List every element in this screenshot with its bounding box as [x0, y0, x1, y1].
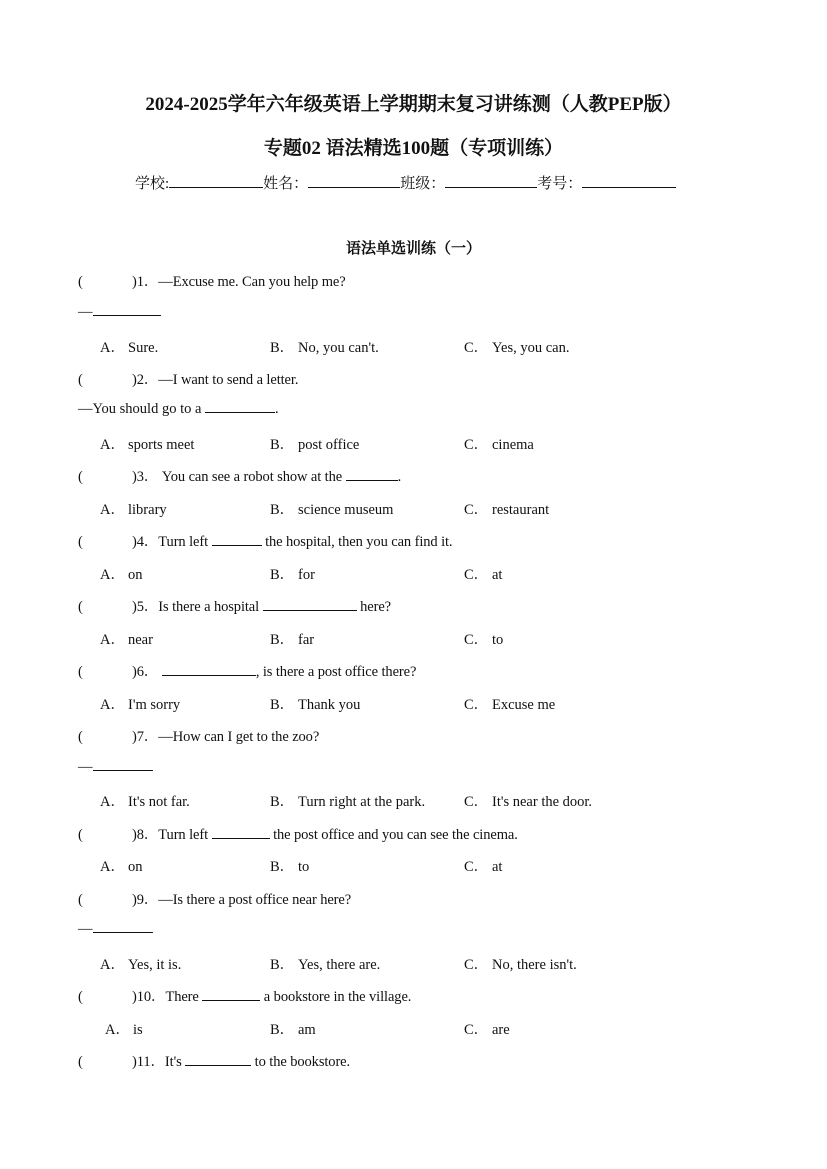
option-a[interactable]: A． I'm sorry [100, 697, 181, 713]
question-number: 3． [136, 469, 159, 485]
option-c[interactable]: C． It's near the door. [464, 794, 593, 810]
question-number: 6． [136, 664, 159, 680]
option-c[interactable]: C． at [464, 567, 503, 583]
answer-paren-open[interactable]: ( [78, 729, 83, 745]
question-11: ( )11．It's to the bookstore. [78, 1054, 351, 1070]
question-number: 4． [136, 534, 159, 550]
question-number: 7． [136, 729, 159, 745]
option-b[interactable]: B． science museum [270, 502, 394, 518]
question-number: 11． [136, 1054, 165, 1070]
school-field[interactable] [169, 173, 263, 188]
question-2: ( )2．—I want to send a letter. [78, 372, 299, 388]
answer-blank[interactable] [185, 1053, 251, 1066]
class-label: 班级： [400, 176, 446, 192]
name-label: 姓名： [263, 176, 309, 192]
answer-blank[interactable] [212, 826, 270, 839]
option-c[interactable]: C． Yes, you can. [464, 340, 570, 356]
question-number: 1． [136, 274, 159, 290]
name-field[interactable] [308, 173, 400, 188]
school-label: 学校: [135, 176, 170, 192]
answer-line-1: — [78, 303, 161, 321]
answer-line-7: — [78, 758, 153, 776]
option-c[interactable]: C． are [464, 1022, 510, 1038]
answer-paren-open[interactable]: ( [78, 989, 83, 1005]
answer-paren-open[interactable]: ( [78, 664, 83, 680]
student-info-row [135, 172, 676, 193]
answer-blank[interactable] [202, 988, 260, 1001]
answer-paren-open[interactable]: ( [78, 599, 83, 615]
question-3: ( )3． You can see a robot show at the . [78, 469, 402, 485]
option-c[interactable]: C． to [464, 632, 504, 648]
answer-blank[interactable] [93, 758, 153, 771]
answer-line-9: — [78, 920, 153, 938]
question-text: —I want to send a letter. [158, 372, 299, 388]
question-4: ( )4．Turn left the hospital, then you can find it. [78, 534, 453, 550]
question-text: —Excuse me. Can you help me? [158, 274, 346, 290]
document-title: 2024-2025学年六年级英语上学期期末复习讲练测（人教PEP版） [145, 94, 682, 115]
option-c[interactable]: C． cinema [464, 437, 534, 453]
answer-paren-open[interactable]: ( [78, 274, 83, 290]
question-number: 10． [136, 989, 166, 1005]
answer-paren-open[interactable]: ( [78, 1054, 83, 1070]
option-b[interactable]: B． for [270, 567, 315, 583]
option-a[interactable]: A． library [100, 502, 167, 518]
question-8: ( )8．Turn left the post office and you can see the cinema. [78, 827, 518, 843]
option-c[interactable]: C． Excuse me [464, 697, 556, 713]
answer-line-2: —You should go to a . [78, 401, 279, 417]
answer-blank[interactable] [346, 468, 398, 481]
answer-blank[interactable] [93, 920, 153, 933]
class-field[interactable] [445, 173, 537, 188]
answer-blank[interactable] [212, 533, 262, 546]
option-b[interactable]: B． Yes, there are. [270, 957, 381, 973]
option-a[interactable]: A． near [100, 632, 153, 648]
answer-blank[interactable] [205, 400, 275, 413]
exam-no-label: 考号： [537, 176, 583, 192]
section-title: 语法单选训练（一） [345, 241, 481, 257]
option-a[interactable]: A． sports meet [100, 437, 195, 453]
answer-paren-open[interactable]: ( [78, 892, 83, 908]
option-a[interactable]: A． is [105, 1022, 143, 1038]
document-subtitle: 专题02 语法精选100题（专项训练） [263, 138, 564, 159]
option-b[interactable]: B． Turn right at the park. [270, 794, 426, 810]
option-c[interactable]: C． No, there isn't. [464, 957, 577, 973]
option-b[interactable]: B． Thank you [270, 697, 361, 713]
option-c[interactable]: C． restaurant [464, 502, 550, 518]
question-9: ( )9．—Is there a post office near here? [78, 892, 352, 908]
answer-blank[interactable] [162, 663, 256, 676]
option-a[interactable]: A． Yes, it is. [100, 957, 182, 973]
answer-blank[interactable] [93, 303, 161, 316]
question-7: ( )7．—How can I get to the zoo? [78, 729, 320, 745]
question-number: 8． [136, 827, 159, 843]
option-b[interactable]: B． far [270, 632, 315, 648]
answer-paren-open[interactable]: ( [78, 827, 83, 843]
question-1: ( )1．—Excuse me. Can you help me? [78, 274, 346, 290]
option-b[interactable]: B． No, you can't. [270, 340, 379, 356]
answer-blank[interactable] [263, 598, 357, 611]
option-a[interactable]: A． It's not far. [100, 794, 190, 810]
question-number: 9． [136, 892, 159, 908]
exam-no-field[interactable] [582, 173, 676, 188]
answer-paren-open[interactable]: ( [78, 469, 83, 485]
question-10: ( )10．There a bookstore in the village. [78, 989, 412, 1005]
question-number: 5． [136, 599, 159, 615]
question-5: ( )5．Is there a hospital here? [78, 599, 392, 615]
option-a[interactable]: A． Sure. [100, 340, 159, 356]
option-a[interactable]: A． on [100, 859, 143, 875]
option-c[interactable]: C． at [464, 859, 503, 875]
question-6: ( )6． , is there a post office there? [78, 664, 417, 680]
question-number: 2． [136, 372, 159, 388]
option-b[interactable]: B． to [270, 859, 310, 875]
option-b[interactable]: B． am [270, 1022, 316, 1038]
option-a[interactable]: A． on [100, 567, 143, 583]
answer-paren-open[interactable]: ( [78, 534, 83, 550]
option-b[interactable]: B． post office [270, 437, 360, 453]
answer-paren-open[interactable]: ( [78, 372, 83, 388]
